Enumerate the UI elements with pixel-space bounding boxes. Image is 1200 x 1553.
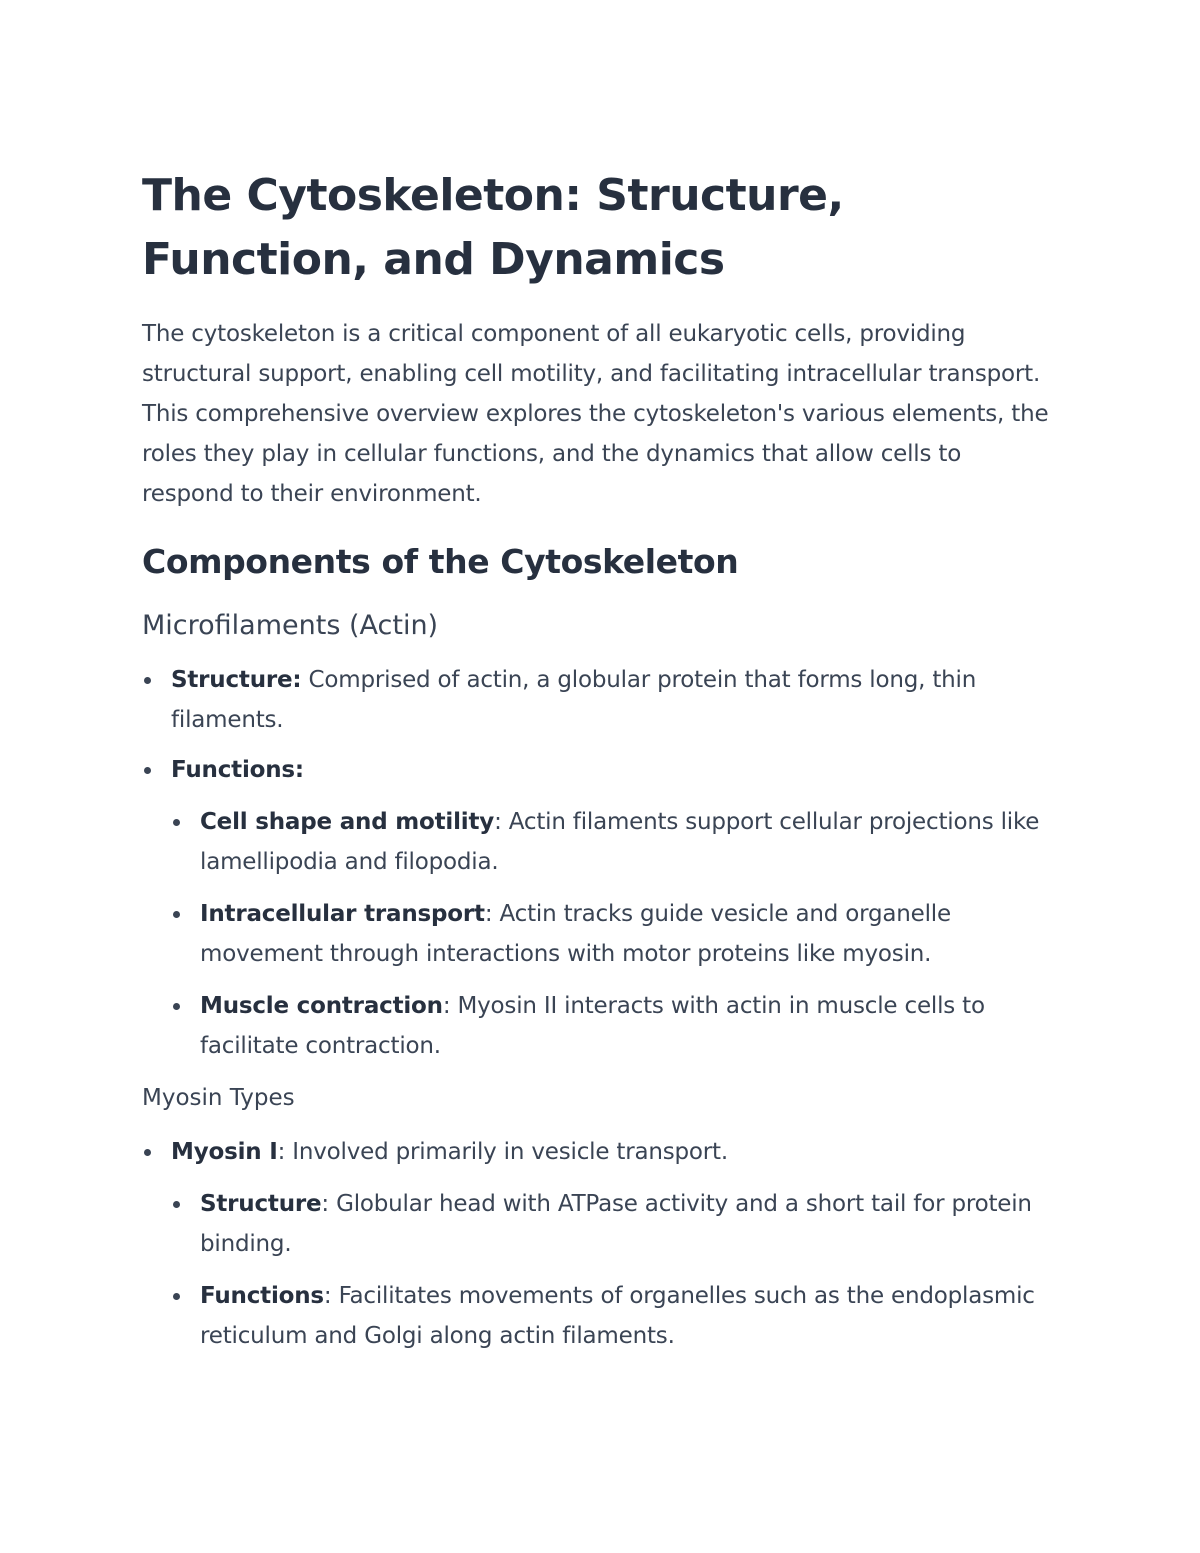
item-text: : Facilitates movements of organelles such as the endoplasmic reticulum and Golgi along actin filaments. bbox=[200, 1283, 1035, 1349]
item-term: Myosin I bbox=[171, 1139, 278, 1165]
section-heading: Components of the Cytoskeleton bbox=[142, 542, 739, 581]
item-text: : Involved primarily in vesicle transport. bbox=[277, 1139, 728, 1165]
list-item bbox=[171, 802, 1052, 882]
list-item bbox=[171, 894, 1052, 974]
bullet-icon bbox=[144, 1149, 151, 1156]
bullet-icon bbox=[173, 819, 180, 826]
list-item bbox=[171, 1276, 1052, 1356]
list-item bbox=[171, 986, 1052, 1066]
bullet-icon bbox=[144, 767, 151, 774]
bullet-icon bbox=[173, 1201, 180, 1208]
item-term: Functions bbox=[200, 1283, 324, 1309]
item-term: Intracellular transport bbox=[200, 901, 485, 927]
item-term: Muscle contraction bbox=[200, 993, 443, 1019]
document-page bbox=[142, 164, 1052, 1368]
microfilaments-list bbox=[142, 660, 1052, 1066]
intro-paragraph: The cytoskeleton is a critical component of all eukaryotic cells, providing structural support, enabling cell motility, and facilitating intracellular transport. This comprehensive overview explores the cytoskeleton's various elements, the roles they play in cellular functions, and the dynamics that allow cells to respond to their environment. bbox=[142, 321, 1049, 507]
list-item bbox=[171, 1184, 1052, 1264]
page-title: The Cytoskeleton: Structure, Function, and Dynamics bbox=[142, 170, 844, 285]
list-item bbox=[142, 750, 1052, 1066]
myosin-i-sublist bbox=[171, 1184, 1052, 1356]
bullet-icon bbox=[144, 677, 151, 684]
item-text: : Actin tracks guide vesicle and organelle movement through interactions with motor proteins like myosin. bbox=[200, 901, 951, 967]
item-term: Structure bbox=[200, 1191, 322, 1217]
list-item bbox=[142, 1132, 1052, 1356]
item-text: Comprised of actin, a globular protein that forms long, thin filaments. bbox=[171, 667, 977, 733]
myosin-list bbox=[142, 1132, 1052, 1356]
subsection-heading: Microfilaments (Actin) bbox=[142, 610, 439, 641]
bullet-icon bbox=[173, 1293, 180, 1300]
item-term: Functions: bbox=[171, 757, 304, 783]
bullet-icon bbox=[173, 911, 180, 918]
bullet-icon bbox=[173, 1003, 180, 1010]
functions-sublist bbox=[171, 802, 1052, 1066]
myosin-types-heading: Myosin Types bbox=[142, 1085, 295, 1111]
item-text: : Myosin II interacts with actin in muscle cells to facilitate contraction. bbox=[200, 993, 985, 1059]
item-term: Structure: bbox=[171, 667, 302, 693]
item-text: : Globular head with ATPase activity and a short tail for protein binding. bbox=[200, 1191, 1032, 1257]
list-item bbox=[142, 660, 1052, 740]
item-term: Cell shape and motility bbox=[200, 809, 495, 835]
item-text: : Actin filaments support cellular projections like lamellipodia and filopodia. bbox=[200, 809, 1040, 875]
